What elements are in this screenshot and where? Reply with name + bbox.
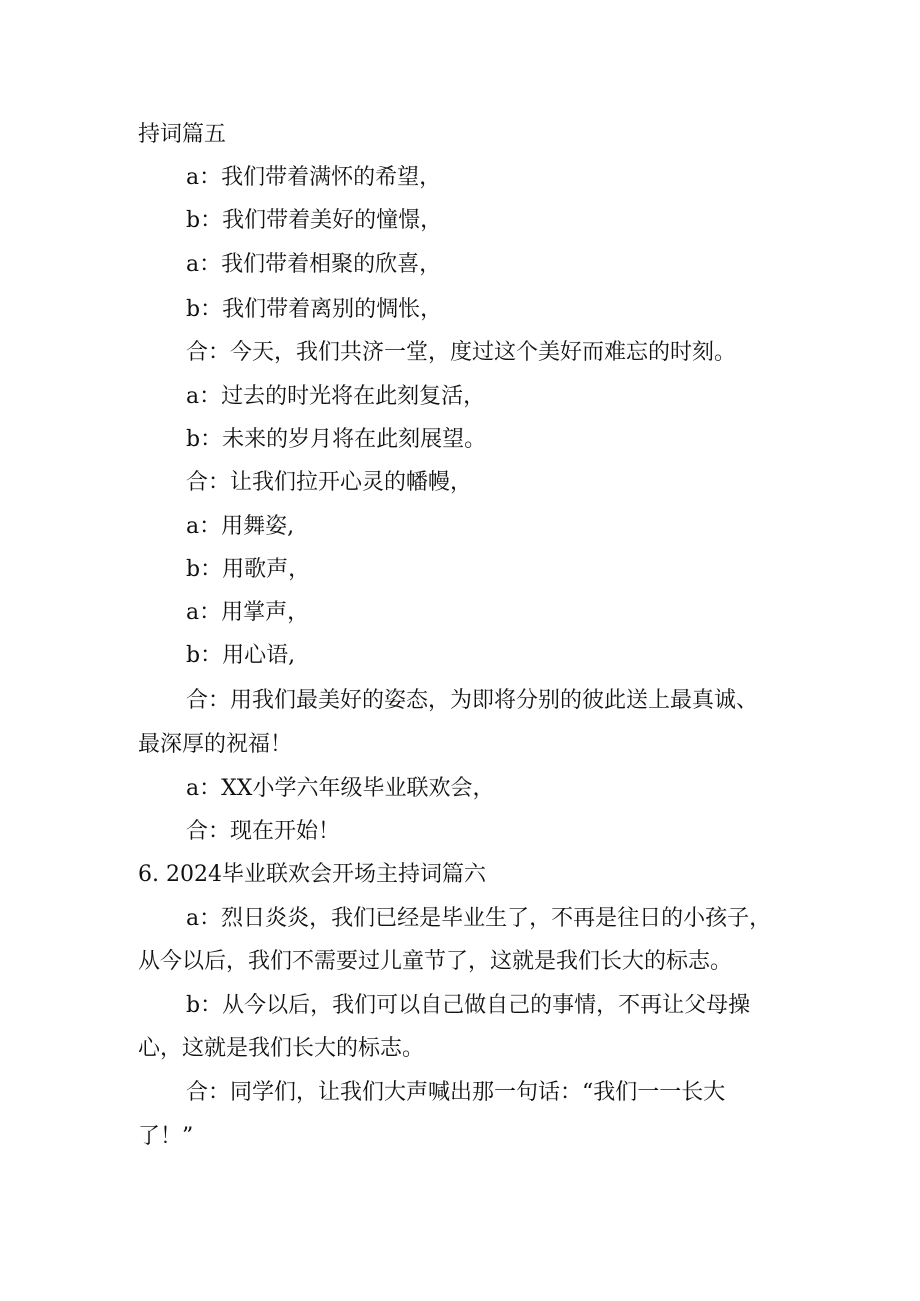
script-line-continuation: 最深厚的祝福！ bbox=[138, 732, 293, 757]
script-line: b：未来的岁月将在此刻展望。 bbox=[186, 427, 487, 452]
script-line: b：用心语, bbox=[186, 643, 296, 668]
script-line: 合：用我们最美好的姿态，为即将分别的彼此送上最真诚、 bbox=[186, 688, 759, 713]
script-line: 合：同学们，让我们大声喊出那一句话：“我们一一长大 bbox=[186, 1080, 726, 1105]
script-line: a：烈日炎炎，我们已经是毕业生了，不再是往日的小孩子， bbox=[186, 906, 772, 931]
script-line: b：从今以后，我们可以自己做自己的事情，不再让父母操 bbox=[186, 993, 751, 1018]
script-line: b：我们带着离别的惆怅， bbox=[186, 297, 443, 322]
script-line: 合：让我们拉开心灵的幡幔， bbox=[186, 470, 473, 495]
script-line: b：用歌声， bbox=[186, 557, 311, 582]
script-line: b：我们带着美好的憧憬， bbox=[186, 208, 443, 233]
script-line-continuation: 从今以后，我们不需要过儿童节了，这就是我们长大的标志。 bbox=[138, 949, 733, 974]
script-line: a：XX小学六年级毕业联欢会， bbox=[186, 776, 495, 801]
script-line: a：我们带着满怀的希望， bbox=[186, 165, 442, 190]
script-line: a：我们带着相聚的欣喜， bbox=[186, 252, 442, 277]
section-heading-6: 6. 2024毕业联欢会开场主持词篇六 bbox=[138, 862, 486, 887]
section-title-5: 持词篇五 bbox=[138, 122, 227, 147]
script-line: 合：现在开始！ bbox=[186, 819, 341, 844]
script-line: 合：今天，我们共济一堂，度过这个美好而难忘的时刻。 bbox=[186, 340, 737, 365]
script-line: a：用掌声， bbox=[186, 600, 310, 625]
script-line: a：过去的时光将在此刻复活， bbox=[186, 384, 486, 409]
script-line: a：用舞姿, bbox=[186, 514, 295, 539]
script-line-continuation: 心，这就是我们长大的标志。 bbox=[138, 1036, 425, 1061]
script-line-continuation: 了！” bbox=[138, 1124, 194, 1149]
